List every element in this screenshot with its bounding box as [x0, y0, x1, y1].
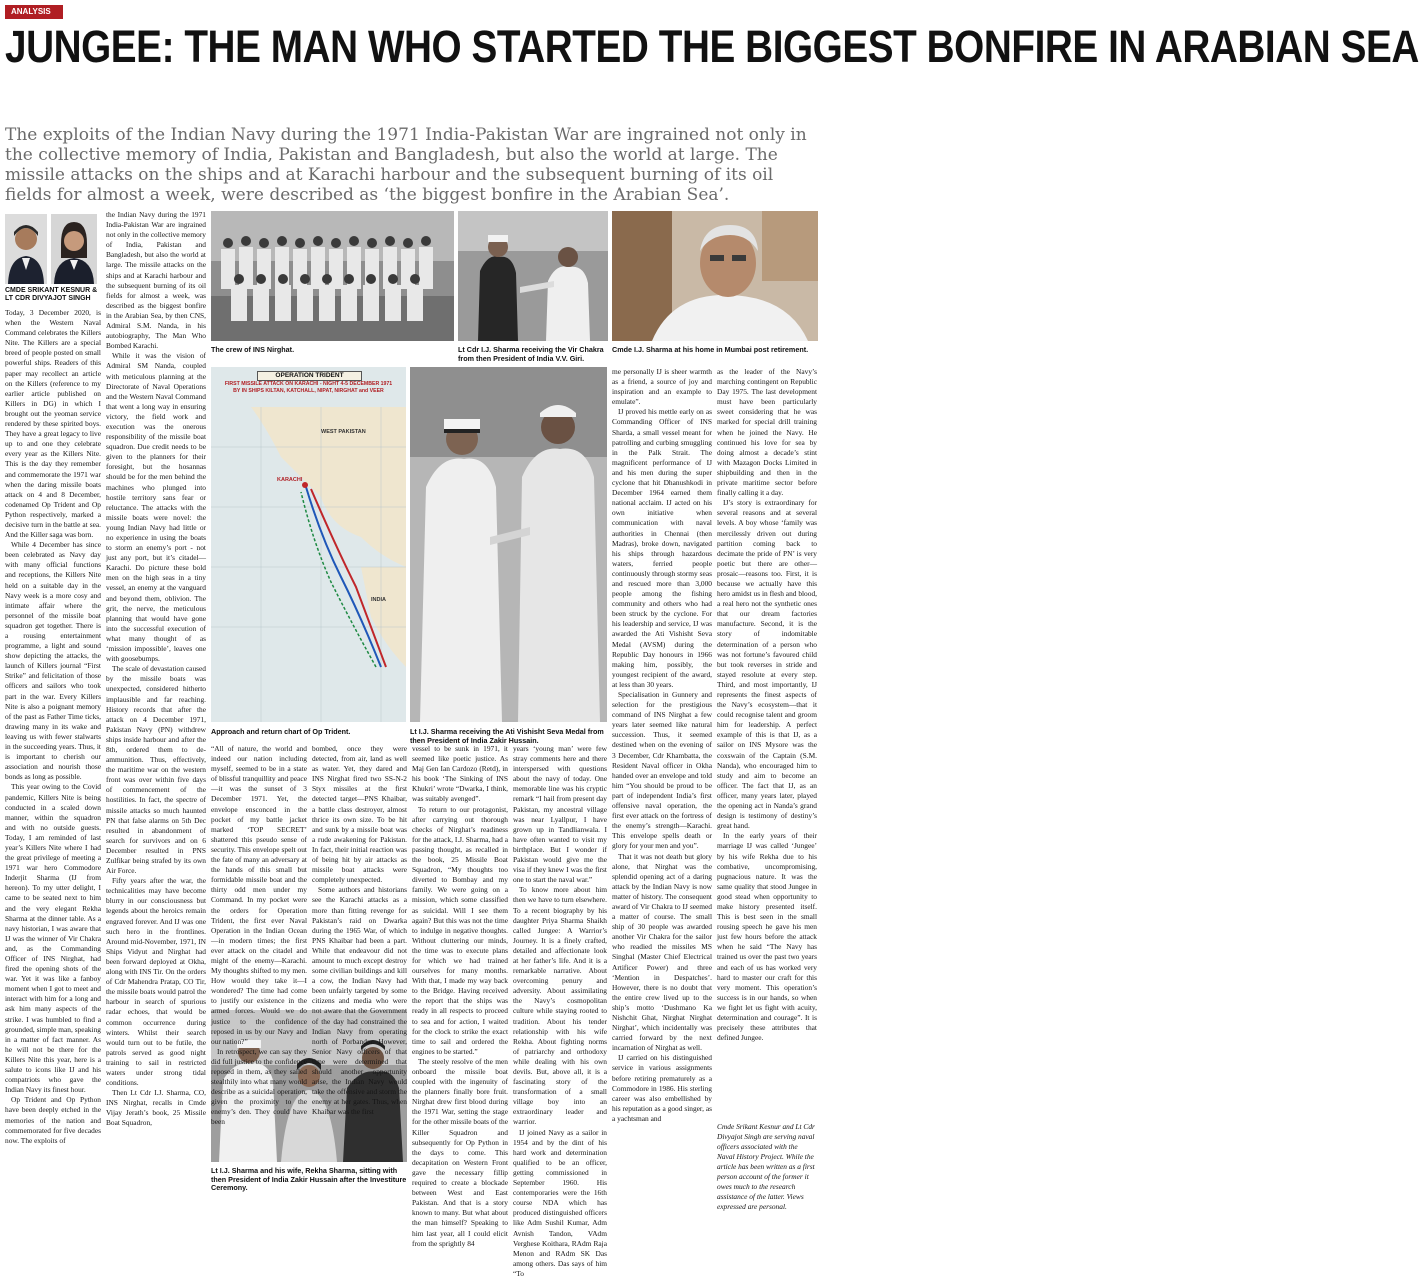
home-photo — [612, 211, 818, 341]
crew-photo — [211, 211, 454, 341]
column-4-text — [312, 744, 407, 1117]
column-5-para-3: The steely resolve of the men onboard the missile boat coupled with the ingenuity of the planners finally bore fruit. Nirghat drew first blood during the 1971 War, setting the stage for the other missile boats of the Killer Squadron and subsequently for Op Python in the days to come. This decapitation on Western Front gave the necessary fillip required to create a blockade between West and East Pakistan. And that is a story known to many. But what about the man himself? Speaking to him last year, all I could elicit from the sprightly 84 — [412, 1056, 508, 1248]
map-subtitle-2: BY IN SHIPS KILTAN, KATCHALL, NIPAT, NIRGHAT and VEER — [233, 388, 384, 394]
column-3-para-1: “All of nature, the world and indeed our nation including myself, seemed to be in a state of blissful tranquillity and peace—it was the sunset of 3 December 1971. Yet, the envelope ensconced in the pocket of my battle jacket marked ‘TOP SECRET’ shattered this pseudo sense of security. This envelope spelt out the fate of many an adversary at the hands of this small but formidable missile boat and the thirty odd men under my Command. In my pocket were the orders for Operation Trident, the first ever Naval Operation in the Indian Ocean—in modern times; the first ever attack on the citadel and might of the enemy—Karachi. My thoughts shifted to my men. How would they take it—I wondered? The time had come to justify our existence in the armed forces. Would we do justice to the confidence reposed in us by our Navy and our nation?” — [211, 744, 307, 1046]
home-caption: Cmde I.J. Sharma at his home in Mumbai post retirement. — [612, 345, 809, 354]
column-5-para-1: vessel to be sunk in 1971, it seemed like poetic justice. As Maj Gen Ian Cardozo (Retd), in his book ‘The Sinking of INS Khukri’ wrote “Dwarka, I think, was suitably avenged”. — [412, 744, 508, 804]
column-1-para-3: This year owing to the Covid pandemic, Killers Nite is being conducted in a scaled down manner, within the squadron and with no outside guests. Today, I am reminded of last year’s Killers Nite where I had the great privilege of meeting a 1971 war hero Commodore Inderjit Sharma (IJ from hereon). To my utter delight, I came to be seated next to him and the very elegant Rekha Sharma at the dinner table. As a navy historian, I was aware that IJ was the winner of Vir Chakra and, as the Commanding Officer of INS Nirghat, had fired the opening shots of the war. Yet it was like a fanboy moment when I got to meet and interact with him for a long and ask him many aspects of the strike. I was humbled to find a grounded, simple man, speaking in a matter of fact manner. As he will not be there for the Killers Nite this year, here is a salute to icons like IJ and his compatriots who gave the Indian Navy its finest hour. — [5, 782, 101, 1095]
column-3-text — [211, 744, 307, 1127]
column-8-para-3: In the early years of their marriage IJ was called ‘Jungee’ by his wife Rekha due to his combative, uncompromising, pugnacious nature. It was the same quality that stood Jungee in good stead when opportunity to make history presented itself. This is best seen in the small rousing speech he gave his men just few hours before the attack when he said “The Navy has trained us over the past two years and each of us has worked very hard to master our craft for this very moment. This operation’s success is in our hands, so when we fight let us fight with acuity, determination and courage”. It is precisely these attributes that defined Jungee. — [717, 831, 817, 1043]
column-7-para-3: Specialisation in Gunnery and selection for the prestigious command of INS Nirghat a few years later seemed like natural succession. Thus, it seemed destined when on the evening of 3 December, Cdr Khambatta, the Resident Naval officer in Okha handed over an envelope and told him “You should be proud to be part of independent India’s first offensive naval operation, the first ever attack on the fortress of the enemy’s strength—Karachi. This envelope spells death or glory for your men and you”. — [612, 690, 712, 851]
map-label-karachi: KARACHI — [277, 477, 303, 483]
column-4-para-1: bombed, once they were detected, from air, land as well as water. Yet, they dared and INS Nirghat fired two SS-N-2 Styx missiles at the first detected target—PNS Khaibar, a battle class destroyer, almost thrice its own size. To be hit and sunk by a missile boat was a rude awakening for Pakistan. In fact, their initial reaction was of being hit by air attacks as missile boat attacks were completely unexpected. — [312, 744, 407, 885]
column-2-text — [106, 210, 206, 1196]
chart-caption: Approach and return chart of Op Trident. — [211, 727, 351, 736]
column-1-para-1: Today, 3 December 2020, is when the Western Naval Command celebrates the Killers Nite. The Killers are a special breed of people posted on small powerful ships. Readers of this paper may recollect an article on the Killers (reference to my earlier article published on Killers in DG) in which I brought out the yeoman service rendered by these spirited boys. They have a great legacy to live up to and one they celebrate every year as the Killers Nite. This is the day they remember and commemorate the 1971 war when the daring missile boats attack on 4 and 8 December, codenamed Op Trident and Op Python respectively, marked a decisive turn in the battle at sea. And the Killer saga was born. — [5, 308, 101, 540]
section-tag: ANALYSIS — [5, 5, 63, 19]
column-6-para-2: To know more about him then we have to turn elsewhere. To a recent biography by his daughter Priya Sharma Shaikh called Jungee: A Warrior’s Journey. It is a finely crafted, detailed and affectionate look at her father’s life. And it is a remarkable narrative. About overcoming penury and adversity. About assimilating the Navy’s cosmopolitan culture while staying rooted to tradition. About his tender relationship with his wife Rekha. About fighting norms of patriarchy and orthodoxy while dealing with his own devils. But, above all, it is a fascinating story of the transformation of a small village boy into an extraordinary leader and warrior. — [513, 885, 607, 1127]
avsm-caption: Lt I.J. Sharma receiving the Ati Vishisht Seva Medal from then President of India Zakir Hussain. — [410, 727, 604, 745]
column-7-para-5: IJ carried on his distinguished service in various assignments before retiring prematurely as a Commodore in 1986. His sterling career was also embellished by his reputation as a good singer, as a yachtsman and — [612, 1053, 712, 1123]
column-7-text — [612, 367, 712, 1196]
column-7-para-1: me personally IJ is sheer warmth as a friend, a source of joy and inspiration and an example to emulate”. — [612, 367, 712, 407]
vir-chakra-caption: Lt Cdr I.J. Sharma receiving the Vir Chakra from then President of India V.V. Giri. — [458, 345, 604, 363]
column-2-para-2: While it was the vision of Admiral SM Nanda, coupled with meticulous planning at the Directorate of Naval Operations and the Western Naval Command that went a long way in ensuring victory, the field work and execution was the onerous responsibility of the missile boat squadron. Due credit needs to be given to the planners for their foresight, but the hosannas should be for the men behind the machines who plunged into hostile territory sans fear or reluctance. The attacks with the missile boats were novel: the young Indian Navy had little or no experience in using the boats to storm an enemy’s port - not just any port, but it’s citadel—Karachi. Do picture these bold men on the high seas in a tiny vessel, an enemy at the vanguard and beyond them, oblivion. The grit, the nerve, the meticulous planning that would have gone into the successful execution of what many thought of as ‘mission impossible’, leaves one with goosebumps. — [106, 351, 206, 664]
column-6-para-3: IJ joined Navy as a sailor in 1954 and by the dint of his hard work and determination qualified to be an officer, getting commissioned in September 1960. His contemporaries were the 16th course NDA which has produced distinguished officers like Adm Sushil Kumar, Adm Avnish Tandon, VAdm Verghese Koithara, RAdm Raja Menon and RAdm SK Das among others. Das says of him “To — [513, 1127, 607, 1278]
map-title: OPERATION TRIDENT — [257, 371, 362, 381]
column-8-para-1: as the leader of the Navy’s marching contingent on Republic Day 1975. The last development must have been particularly sweet considering that he was marked for special drill training when he joined the Navy. He continued his love for sea by doing almost a decade’s stint with Mazagon Docks Limited in shipbuilding and then in the private maritime sector before finally calling it a day. — [717, 367, 817, 498]
column-4-para-2: Some authors and historians see the Karachi attacks as a more than fitting revenge for Pakistan’s raid on Dwarka during the 1965 War, of which PNS Khaibar had been a part. While that endeavour did not amount to much except destroy some civilian buildings and kill a cow, the Indian Navy had been unfairly targeted by some citizens and media who were not aware that the Government of the day had constrained the Indian Navy from operating north of Porbandar. However, Senior Navy officers of that time were determined that should another opportunity arise, the Indian Navy would take the offensive and storm the enemy at her gates. Thus, when Khaibar was the first — [312, 885, 407, 1117]
column-2-para-1: the Indian Navy during the 1971 India-Pakistan War are ingrained not only in the collective memory of India, Pakistan and Bangladesh, but also the world at large. The missile attacks on the ships and at Karachi harbour and the subsequent burning of its oil fields for almost a week, was described as the biggest bonfire in the Arabian Sea, by then CNS, Admiral S.M. Nanda, in his autobiography, The Man Who Bombed Karachi. — [106, 210, 206, 351]
author-portrait-kesnur — [5, 214, 47, 284]
crew-caption: The crew of INS Nirghat. — [211, 345, 295, 354]
column-6-text — [513, 744, 607, 1278]
column-2-para-3: The scale of devastation caused by the missile boats was unexpected, considered hitherto implausible and far reaching. History records that after the attack on 4 December 1971, Pakistan Navy (PN) withdrew ships inside harbour and after the 8th, ordered them to de-ammunition. Thus, effectively, the maritime war on the western front was over within five days of commencement of the hostilities. In fact, the spectre of missile attacks so much haunted PN that false alarms on 5th Dec resulted in abandonment of search for survivors and on 6 December resulted in PNS Zulfikar being strafed by its own Air Force. — [106, 664, 206, 876]
map-label-pakistan: WEST PAKISTAN — [321, 429, 366, 435]
column-8-text — [717, 367, 817, 1119]
headline: JUNGEE: THE MAN WHO STARTED THE BIGGEST BONFIRE IN ARABIAN SEA — [5, 21, 1419, 72]
map-label-india: INDIA — [371, 597, 386, 603]
column-7-para-4: That it was not death but glory alone, that Nirghat was the splendid opening act of a daring attack by the Indian Navy is now matter of history. The consequent award of Vir Chakra to IJ seemed a matter of course. The small ship of 30 people was awarded another Vir Chakra for the sailor who readied the missiles MS Singhal (Master Chief Electrical Artificer Power) and three ‘Mention in Despatches’. However, there is no doubt that the entire crew lived up to the ship’s motto ‘Dushmano Ka Nishchit Ghat, Nirghat Nirghat Nirghat’, which incidentally was carried forward by the next incarnation of Nirghat as well. — [612, 851, 712, 1053]
column-5-text — [412, 744, 508, 1248]
wife-caption: Lt I.J. Sharma and his wife, Rekha Sharma, sitting with then President of India Zakir Hussain after the Investiture Ceremony. — [211, 1166, 407, 1193]
column-2-para-4: Fifty years after the war, the technicalities may have become blurry in our consciousness but legends about the heroics remain engraved forever. And IJ was one such hero in the frontlines. Around mid-November, 1971, IN Ships Vidyut and Nirghat had been forward deployed at Okha, along with INS Tir. On the orders of Cdr Mahendra Pratap, CO Tir, the missile boats would patrol the harbour in search of spurious radar echoes, that would be common occurrence during winters. Whilst their search would turn out to be futile, the patrols served as good night training to sail in restricted waters under strong tidal conditions. — [106, 876, 206, 1088]
author-portrait-singh — [51, 214, 97, 284]
byline: CMDE SRIKANT KESNUR & LT CDR DIVYAJOT SINGH — [5, 287, 98, 303]
column-1-text — [5, 308, 101, 1196]
column-2-para-5: Then Lt Cdr I.J. Sharma, CO, INS Nirghat, recalls in Cmde Vijay Jerath’s book, 25 Missile Boat Squadron, — [106, 1088, 206, 1128]
map-subtitle-1: FIRST MISSILE ATTACK ON KARACHI - NIGHT 4-5 DECEMBER 1971 — [224, 381, 393, 387]
operation-trident-chart — [211, 367, 406, 722]
author-footnote: Cmde Srikant Kesnur and Lt Cdr Divyajot Singh are serving naval officers associated with the Naval History Project. While the article has been written as a first person account of the former it owes much to the research assistance of the latter. Views expressed are personal. — [717, 1122, 815, 1211]
standfirst: The exploits of the Indian Navy during the 1971 India-Pakistan War are ingrained not only in the collective memory of India, Pakistan and Bangladesh, but also the world at large. The missile attacks on the ships and at Karachi harbour and the subsequent burning of its oil fields for almost a week, were described as ‘the biggest bonfire in the Arabian Sea’. — [5, 125, 807, 205]
column-1-para-2: While 4 December has since been celebrated as Navy day with many official functions and receptions, the Killers Nite held on a suitable day in the Navy week is a more cosy and intimate affair where the personnel of the missile boat squadron get together. There is a rousing entertainment programme, a light and sound show depicting the attacks, the launch of Killers journal “First Strike” and felicitation of those officers and sailors who took part in the war. Every Killers Nite is also a poignant memory of the past as Father Time ticks, drawing many in its wake and leaving us with fewer stalwarts in the succeeding years. Thus, it is important to cherish our association and nourish those bonds as long as possible. — [5, 540, 101, 782]
column-8-para-2: IJ’s story is extraordinary for several reasons and at several levels. A boy whose ‘family was mercilessly driven out during partition coming back to decimate the pride of PN’ is very poetic but there are other—prosaic—reasons too. First, it is because we actually have this hero amidst us in flesh and blood, a real hero not the synthetic ones that our dream factories manufacture. Second, it is the story of indomitable determination of a person who was not fortune’s favoured child but took reverses in stride and stayed resolute at every step. Third, and most importantly, IJ represents the finest aspects of the Navy’s ecosystem—that it could recognise talent and groom him for leadership. A perfect example of this is that IJ, as a sailor on INS Mysore was the coxswain of the Captain (S.M. Nanda), who encouraged him to study and aim to become an officer. The fact that IJ, as an officer, many years later, played the opening act in Nanda’s grand design is testimony of destiny’s great hand. — [717, 498, 817, 831]
column-1-para-4: Op Trident and Op Python have been deeply etched in the memories of the nation and commemorated for five decades now. The exploits of — [5, 1095, 101, 1145]
vir-chakra-photo — [458, 211, 608, 341]
column-5-para-2: To return to our protagonist, after carrying out thorough checks of Nirghat’s readiness for the attack, I.J. Sharma, had a passing thought, as recalled in the book, 25 Missile Boat Squadron, “My thoughts too diverted to Bombay and my family. We were going on a mission, which some classified as suicidal. Will I see them again? But this was not the time to indulge in negative thoughts. Without cluttering our minds, the time was to execute plans for which we had trained ourselves for many months. With that, I made my way back to the Bridge. Having received the report that the ships was ready in all respects to proceed to sea and for action, I waited for the clock to strike the exact time to sail and ordered the engines to be started.” — [412, 804, 508, 1056]
column-6-para-1: years ‘young man’ were few stray comments here and there interspersed with questions about the navy of today. One memorable line was his cryptic remark “I hail from present day Pakistan, my ancestral village was near Lyallpur, I have grown up in Tandlianwala. I have often wanted to visit my birthplace. But I wonder if Pakistan would give me the visa if they knew I was the first one to start the naval war.” — [513, 744, 607, 885]
column-7-para-2: IJ proved his mettle early on as Commanding Officer of INS Sharda, a small vessel meant for patrolling and curbing smuggling in the Palk Strait. The magnificent performance of IJ and his men during the super cyclone that hit Dhanushkodi in December 1964 earned them national acclaim. IJ acted on his own initiative when communication with naval authorities in Chennai (then Madras), broke down, navigated his ships through hazardous waters, ferried people continuously through stormy seas and rescued more than 3,000 people among the fishing community and others who had been struck by the cyclone. For his leadership and service, IJ was awarded the Ati Vishisht Seva Medal (AVSM) during the Republic Day honours in 1966 making him, possibly, the youngest recipient of the award, at less than 30 years. — [612, 407, 712, 689]
avsm-photo — [410, 367, 607, 722]
column-3-para-2: In retrospect, we can say they did full justice to the confidence reposed in them, as they sailed stealthily into what many would describe as a suicidal operation, given the proximity to the enemy’s den. They could have been — [211, 1046, 307, 1127]
